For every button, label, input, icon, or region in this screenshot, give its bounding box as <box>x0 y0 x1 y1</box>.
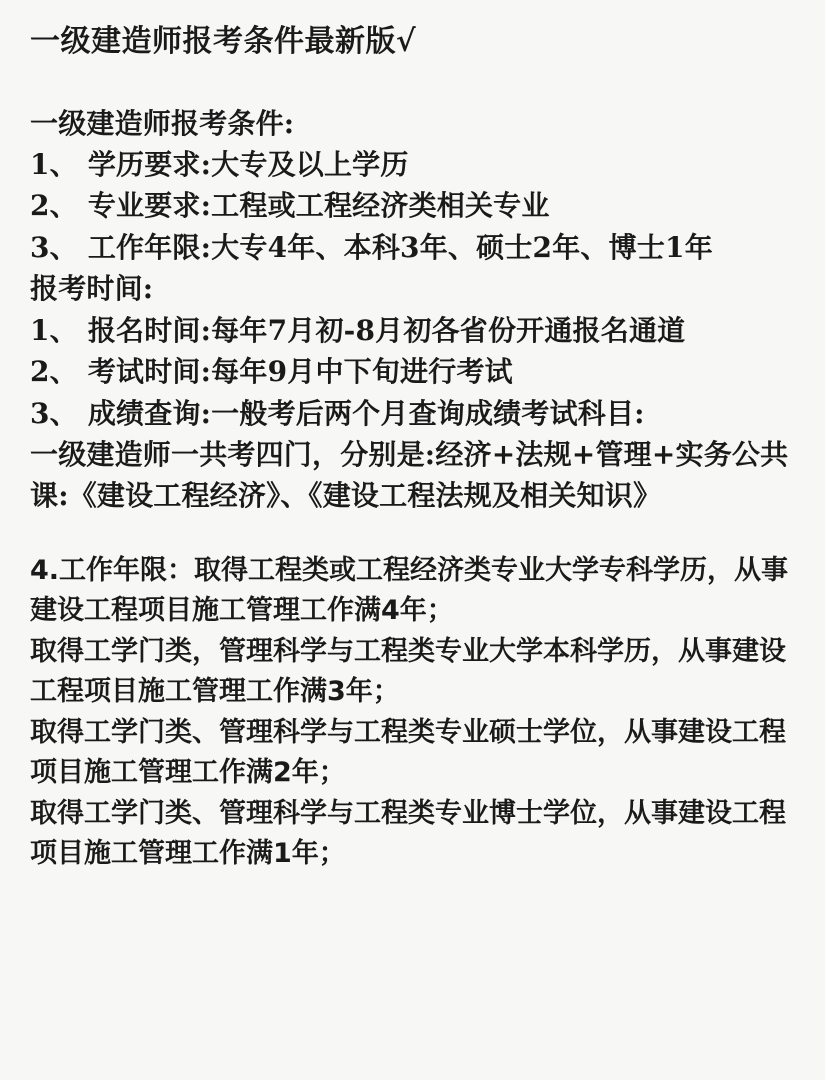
list-item: 2、 考试时间:每年9月中下旬进行考试 <box>30 355 513 389</box>
paragraph: 4.工作年限：取得工程类或工程经济类专业大学专科学历，从事建设工程项目施工管理工作满4年； <box>30 554 789 627</box>
section-experience <box>30 551 795 875</box>
paragraph: 取得工学门类、管理科学与工程类专业博士学位，从事建设工程项目施工管理工作满1年； <box>30 797 786 870</box>
paragraph: 取得工学门类、管理科学与工程类专业硕士学位，从事建设工程项目施工管理工作满2年； <box>30 716 786 789</box>
list-item: 1、 报名时间:每年7月初-8月初各省份开通报名通道 <box>30 313 686 347</box>
page-title: 一级建造师报考条件最新版√ <box>30 24 417 59</box>
section-conditions-heading: 一级建造师报考条件: <box>30 106 295 140</box>
section-divider-space <box>30 517 795 551</box>
section-conditions <box>30 103 795 269</box>
paragraph: 取得工学门类，管理科学与工程类专业大学本科学历，从事建设工程项目施工管理工作满3年； <box>30 635 786 708</box>
section-schedule-heading: 报考时间: <box>30 272 154 306</box>
list-item: 2、 专业要求:工程或工程经济类相关专业 <box>30 189 550 223</box>
list-item: 3、 工作年限:大专4年、本科3年、硕士2年、博士1年 <box>30 230 713 264</box>
section-schedule <box>30 268 795 517</box>
section-schedule-summary: 一级建造师一共考四门，分别是:经济+法规+管理+实务公共课:《建设工程经济》、《建设工程法规及相关知识》 <box>30 438 789 513</box>
list-item: 1、 学历要求:大专及以上学历 <box>30 147 409 181</box>
list-item: 3、 成绩查询:一般考后两个月查询成绩考试科目: <box>30 396 645 430</box>
